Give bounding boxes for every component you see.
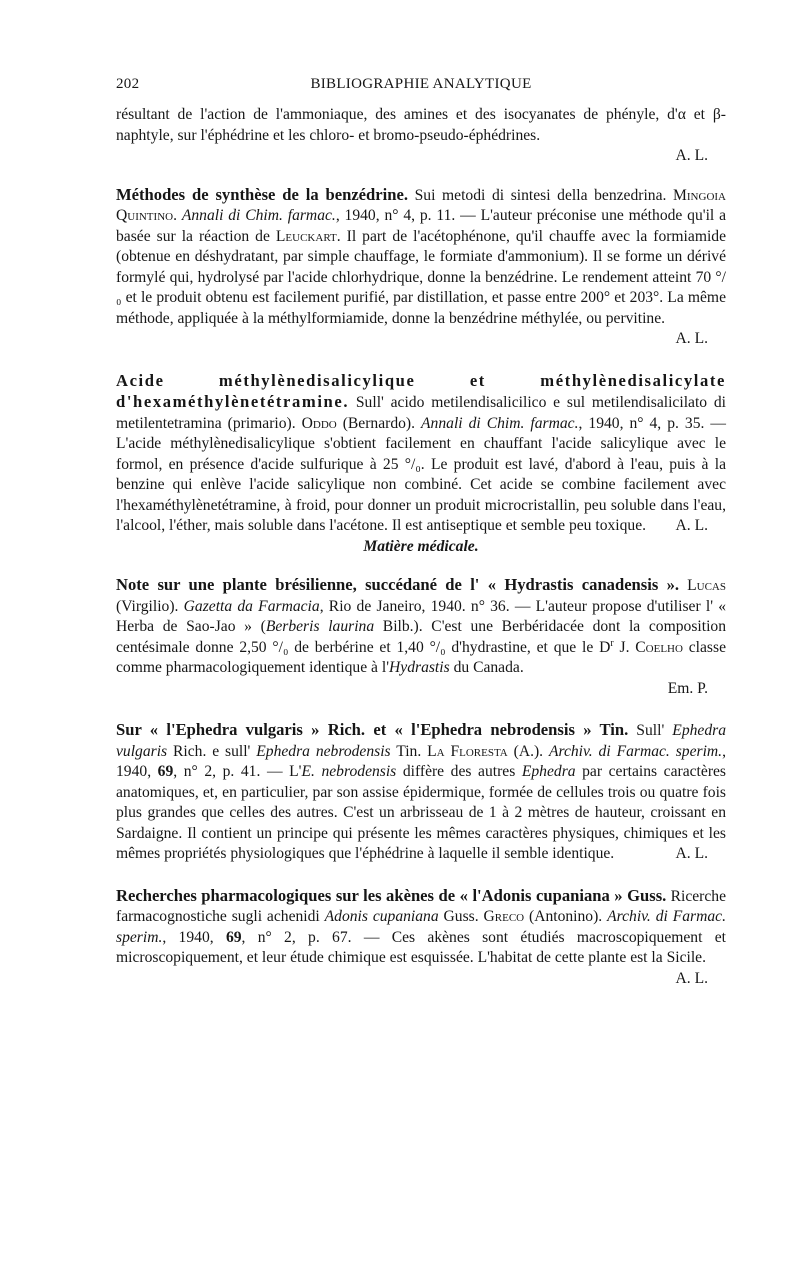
citation: , n° 2, p. 67. — [241, 928, 352, 946]
original-title: Tin. — [390, 742, 428, 760]
entry-body: — L'acide méthylènedisalicylique s'obtient facilement en chauffant l'acide salicylique avec le formol, en présence d'acide sulfurique à 25 °/₀. Le produit est lavé, d'abord à l'eau, puis à la benzine qui enlève l'acide salicylique non combiné. Cet acide se combine facilement avec l'hexaméthylènetétramine, à froid, pour donner un produit microcristallin, peu soluble dans l'eau, l'alcool, l'éther, mais soluble dans l'acétone. Il est antiseptique et semble peu toxique. — [116, 414, 726, 534]
species-name: E. nebrodensis — [301, 763, 397, 780]
entry-benzedrine — [116, 185, 726, 350]
entry-title: Recherches pharmacologiques sur les akènes de « l'Adonis cupaniana » Guss. — [116, 885, 667, 905]
species-name: Ephedra nebrodensis — [256, 742, 391, 760]
intro-paragraph — [116, 105, 726, 146]
entry-paragraph — [116, 575, 726, 679]
entry-author: La Floresta — [427, 742, 508, 760]
original-title: Guss. — [438, 908, 484, 925]
species-name: Ephedra vulgaris — [116, 722, 726, 760]
entry-signature: A. L. — [675, 969, 708, 987]
volume-number: 69 — [225, 928, 242, 946]
entry-body: — L' — [260, 763, 302, 780]
entry-body: — L'auteur préconise une méthode qu'il a basée sur la réaction de — [116, 207, 726, 245]
author-first-name: (A.). — [507, 742, 549, 760]
section-heading: Matière médicale. — [363, 537, 479, 555]
entry-author: Lucas — [687, 577, 726, 594]
original-title: Ricerche farmacognostiche sugli achenidi — [116, 887, 726, 925]
entry-body: — Ces akènes sont étudiés macroscopiquement et microscopiquement, et leur étude chimique est esquissée. L'habitat de cette plante est la Sicile. — [116, 928, 726, 966]
entry-author: Oddo — [301, 414, 337, 432]
running-header — [116, 76, 726, 96]
species-name: Adonis cupaniana — [324, 908, 439, 925]
volume-number: 69 — [157, 763, 174, 780]
entry-body: par certains caractères anatomiques, et, en particulier, par son assise épidermique, formée de cellules trois ou quatre fois plus grandes que celles des autres. C'est un arbrisseau de 1 à 2 mètres de hauteur, croissant en Sardaigne. Il contient un principe qui présente les mêmes caractères physiques, chimiques et les mêmes propriétés physiologiques que l'éphédrine à laquelle il semble identique. — [116, 763, 726, 862]
entry-title: Acide méthylènedisalicylique et méthylènedisalicylate d'hexaméthylènetétramine. — [116, 370, 726, 411]
citation: , 1940, n° 4, p. 35. — [578, 414, 705, 432]
entry-hydrastis — [116, 575, 726, 699]
citation: , 1940, n° 4, p. 11. — [335, 207, 456, 224]
cited-name: J. Coelho — [619, 638, 683, 656]
entry-paragraph — [116, 371, 726, 537]
citation: , 1940, — [162, 928, 226, 946]
author-first-name: (Bernardo). — [336, 414, 422, 432]
journal-name: Annali di Chim. farmac. — [421, 414, 579, 432]
entry-body: du Canada. — [449, 659, 524, 676]
entry-body: — L'auteur propose d'utiliser l' « Herba de Sao-Jao » ( — [116, 597, 727, 635]
journal-name: Gazetta da Farmacia — [183, 597, 320, 615]
author-first-name: (Virgilio). — [116, 597, 184, 615]
entry-signature: A. L. — [675, 517, 708, 534]
entry-paragraph — [116, 720, 726, 865]
original-title: Sull' acido metilendisalicilico e sul metilendisalicilato di metilentetramina (primario). — [116, 394, 726, 432]
entry-adonis — [116, 886, 726, 990]
original-title: Sui metodi di sintesi della benzedrina. — [408, 186, 674, 204]
citation: , Rio de Janeiro, 1940. n° 36. — [319, 597, 510, 615]
entry-body: . Il part de l'acétophénone, qu'il chauffe avec la formiamide (obtenue en déshydratant, par simple chauffage, le formiate d'ammonium). Il se forme un dérivé formylé qui, hydrolysé par l'acide chlorhydrique, donne la benzédrine. Le rendement atteint 70 °/₀ et le produit obtenu est facilement purifié, par distillation, et passe entre 200° et 203°. La même méthode, appliquée à la méthylformiamide, donne la benzédrine méthylée, ou pervitine. — [116, 227, 726, 327]
entry-body: Bilb.). C'est une Berbéridacée dont la composition centésimale donne 2,50 °/₀ de berbérine et 1,40 °/₀ d'hydrastine, et que le D — [116, 618, 726, 656]
entry-paragraph — [116, 886, 726, 969]
journal-name: Archiv. di Farmac. sperim. — [548, 742, 723, 760]
original-title: Rich. e sull' — [167, 742, 257, 760]
entry-body: classe comme pharmacologiquement identique à l' — [116, 638, 726, 676]
genus-name: Hydrastis — [389, 659, 450, 676]
cited-name: Leuckart — [275, 227, 337, 245]
author-first-name: (Antonino). — [524, 908, 608, 925]
journal-name: Annali di Chim. farmac. — [181, 207, 336, 224]
entry-methylenedisalicylic — [116, 371, 726, 537]
entry-signature: Em. P. — [667, 679, 708, 697]
species-name: Berberis laurina — [265, 618, 375, 635]
citation: , 1940, — [116, 742, 726, 780]
entry-signature: A. L. — [675, 845, 708, 862]
entry-author: Mingoia Quintino — [116, 186, 726, 224]
page-number: 202 — [116, 76, 140, 92]
page-body — [116, 105, 726, 989]
intro-text: résultant de l'action de l'ammoniaque, des amines et des isocyanates de phényle, d'α et β-naphtyle, sur l'éphédrine et les chloro- et bromo-pseudo-éphédrines. — [116, 106, 726, 144]
entry-body: diffère des autres — [396, 763, 522, 780]
running-title: BIBLIOGRAPHIE ANALYTIQUE — [310, 76, 532, 92]
entry-author: Greco — [483, 908, 525, 925]
entry-paragraph: Méthodes de synthèse de la benzédrine. Sui metodi di sintesi della benzedrina. Mingoia Quintino. Annali di Chim. farmac., 1940, n° 4, p. 11. — L'auteur préconise une méthode qu'il a basée sur la réaction de Leuckart. Il part de l'acétophénone, qu'il chauffe avec la formiamide (obtenue en déshydratant, par simple chauffage, le formiate d'ammonium). Il se forme un dérivé formylé qui, hydrolysé par l'acide chlorhydrique, donne la benzédrine. Le rendement atteint 70 °/₀ et le produit obtenu est facilement purifié, par distillation, et passe entre 200° et 203°. La même méthode, appliquée à la méthylformiamide, donne la benzédrine méthylée, ou pervitine. — [116, 184, 726, 327]
journal-name: Archiv. di Farmac. sperim. — [116, 908, 726, 946]
title-superscript: r — [610, 637, 614, 649]
genus-name: Ephedra — [521, 763, 576, 780]
intro-signature: A. L. — [675, 147, 708, 164]
entry-ephedra — [116, 720, 726, 865]
original-title: Sull' — [628, 722, 673, 739]
citation: , n° 2, p. 41. — [173, 763, 261, 780]
entry-title: Méthodes de synthèse de la benzédrine. — [116, 184, 408, 204]
entry-title: Note sur une plante brésilienne, succédané de l' « Hydrastis canadensis ». — [116, 575, 680, 594]
entry-title: Sur « l'Ephedra vulgaris » Rich. et « l'Ephedra nebrodensis » Tin. — [116, 720, 629, 739]
entry-signature: A. L. — [675, 330, 708, 347]
